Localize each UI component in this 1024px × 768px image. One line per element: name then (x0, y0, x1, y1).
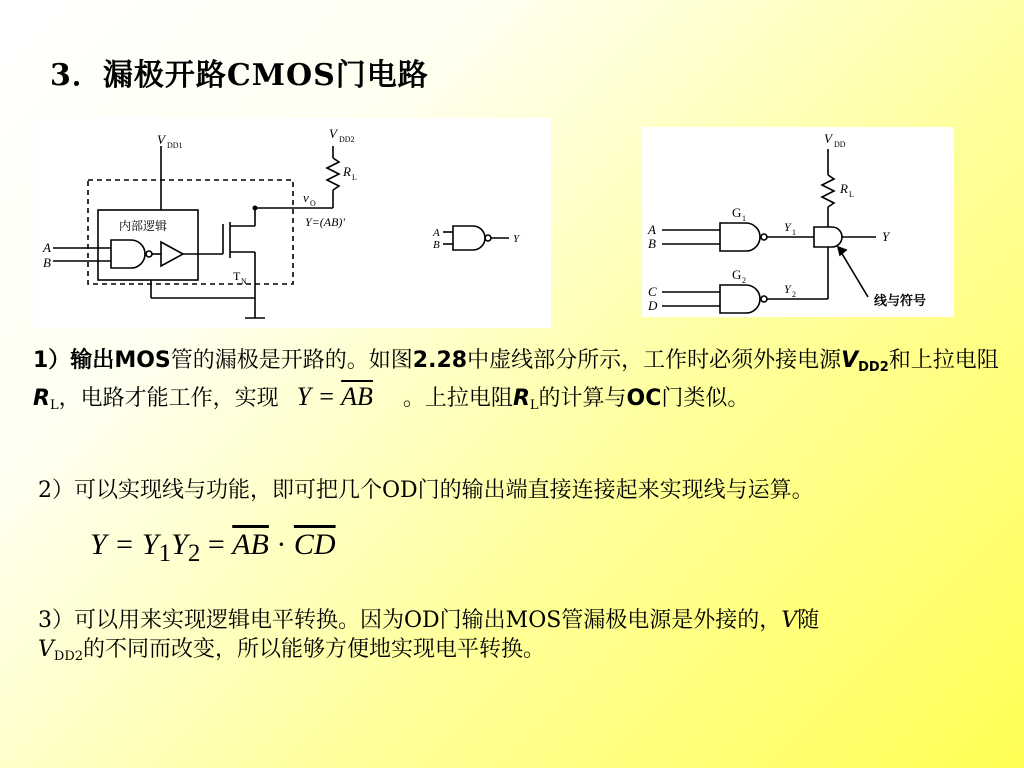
eq-cd-bar: $\overline{CD}$ (293, 528, 336, 561)
p1-vdd2-sub: DD2 (858, 360, 889, 375)
eq-ab-bar: $\overline{AB}$ (232, 528, 269, 561)
vdd1-label: V (157, 132, 165, 147)
p1-text-5: ，电路才能工作，实现 (58, 386, 279, 411)
p1-rl-2-sub: L (529, 398, 539, 413)
inner-logic-label: 内部逻辑 (119, 219, 168, 233)
p1-figure-number: 2.28 (412, 348, 468, 373)
paragraph-2: 2）可以实现线与功能，即可把几个OD门的输出端直接连接起来实现线与运算。 (38, 478, 814, 503)
y2-label: Y (784, 282, 791, 296)
eq-dot: · (268, 528, 294, 561)
eq-lhs: Y = Y (90, 528, 159, 561)
g2-label: G (732, 267, 742, 282)
g2-sub: 2 (742, 276, 746, 285)
input-a-label: A (43, 240, 51, 255)
g1-label: G (732, 205, 742, 220)
vdd2-sub: DD2 (339, 135, 355, 144)
p1-rl-sub: L (49, 398, 59, 413)
input-a-label: A (648, 222, 656, 237)
y1-label: Y (784, 220, 791, 234)
p3-text-3: 的不同而改变，所以能够方便地实现电平转换。 (83, 637, 546, 662)
p3-vdd2-sub: DD2 (53, 649, 84, 664)
inline-eq-rhs: $\overline{AB}$ (341, 382, 373, 411)
symbol-y-label: Y (513, 233, 520, 245)
eq-equals: = (200, 528, 233, 561)
eq-y2: Y (171, 528, 188, 561)
p1-rl: R (33, 386, 50, 411)
g1-sub: 1 (742, 214, 746, 223)
vdd1-sub: DD1 (167, 141, 183, 150)
p1-vdd2: V (841, 348, 859, 373)
p1-text-2: 管的漏极是开路的。如图 (170, 348, 413, 373)
p3-v: V (781, 608, 798, 633)
tn-sub: N (241, 277, 247, 286)
input-c-label: C (648, 284, 657, 299)
input-d-label: D (648, 298, 658, 313)
inline-eq-lhs: Y = (296, 382, 342, 411)
paragraph-3 (38, 606, 1018, 671)
p3-text-2: 随 (797, 608, 820, 633)
wired-and-equation (90, 528, 336, 568)
vdd2-label: V (329, 126, 337, 141)
p1-rl-2: R (512, 386, 530, 411)
y-expression: Y=(AB)' (305, 215, 345, 229)
symbol-b-label: B (433, 239, 440, 251)
input-b-label: B (43, 255, 51, 270)
p1-text-4: 和上拉电阻 (888, 348, 999, 373)
p1-mos: MOS (114, 348, 171, 373)
eq-sub-2: 2 (187, 540, 201, 567)
p3-text-1: 3）可以用来实现逻辑电平转换。因为OD门输出MOS管漏极电源是外接的， (38, 608, 782, 633)
vo-label: v (303, 190, 309, 205)
input-b-label: B (648, 236, 656, 251)
eq-sub-1: 1 (158, 540, 172, 567)
rl-label: R (840, 181, 848, 196)
wired-and-diagram (642, 127, 954, 317)
open-drain-circuit-diagram (33, 118, 551, 328)
p3-vdd2: V (38, 637, 54, 662)
vdd-sub: DD (834, 140, 846, 149)
tn-label: T (233, 269, 241, 283)
p1-text-7: 的计算与 (538, 386, 627, 411)
rl-sub: L (849, 190, 854, 199)
slide-title: 3．漏极开路CMOS门电路 (50, 58, 429, 93)
y2-sub: 2 (792, 290, 796, 299)
inline-equation (279, 382, 403, 411)
y1-sub: 1 (792, 228, 796, 237)
vdd-label: V (824, 131, 832, 146)
output-y-label: Y (882, 229, 890, 244)
p1-text-8: 门类似。 (661, 386, 750, 411)
wired-and-label: 线与符号 (874, 293, 927, 308)
paragraph-1 (33, 346, 1013, 420)
rl-sub: L (352, 173, 357, 182)
symbol-a-label: A (433, 227, 440, 239)
p1-oc: OC (626, 386, 662, 411)
vo-sub: O (310, 199, 316, 208)
rl-label: R (343, 164, 351, 179)
p1-text-6: 。上拉电阻 (402, 386, 513, 411)
p1-text-3: 中虚线部分所示，工作时必须外接电源 (467, 348, 842, 373)
p1-text-1: 1）输出 (33, 348, 115, 373)
